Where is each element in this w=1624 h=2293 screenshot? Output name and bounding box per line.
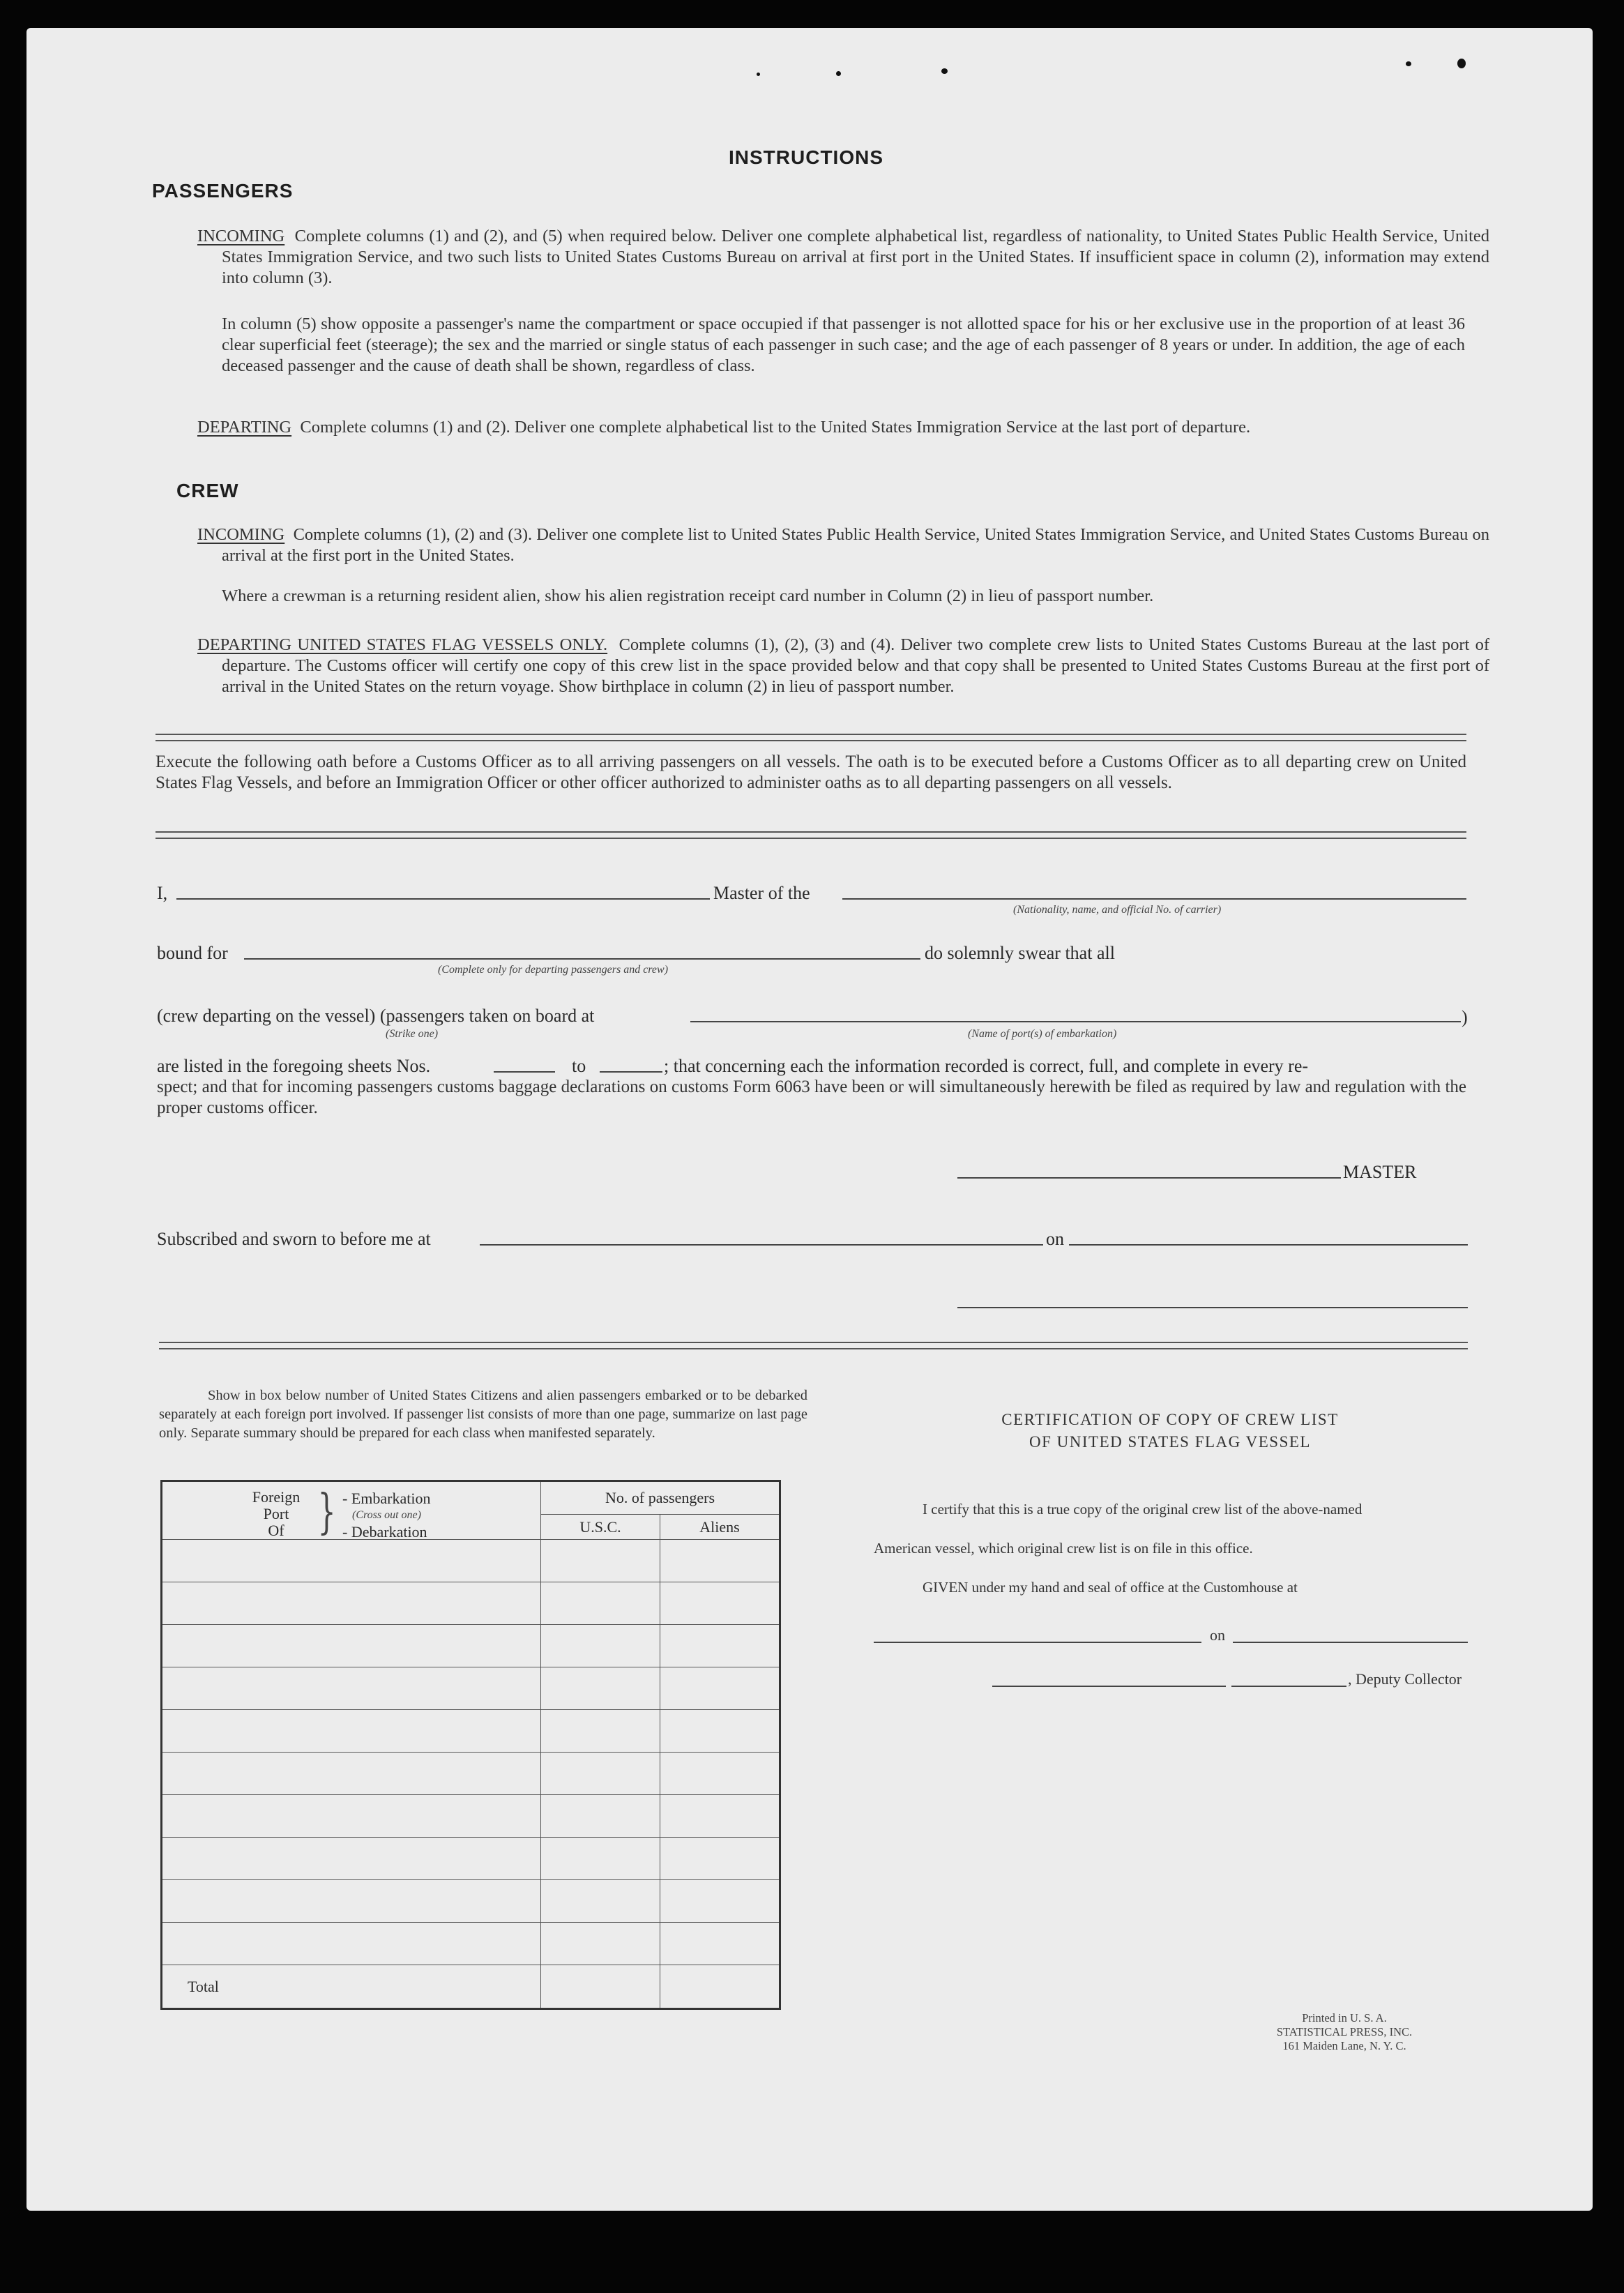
total-row [162, 1965, 780, 2009]
usc-cell[interactable] [541, 1795, 660, 1838]
aliens-cell[interactable] [660, 1880, 780, 1923]
port-cell[interactable] [162, 1753, 541, 1795]
cross-out-label: (Cross out one) [352, 1509, 421, 1521]
port-cell[interactable] [162, 1923, 541, 1965]
usc-total-cell[interactable] [541, 1965, 660, 2009]
port-cell[interactable] [162, 1880, 541, 1923]
strike-one-caption: (Strike one) [386, 1028, 439, 1040]
aliens-cell[interactable] [660, 1625, 780, 1667]
port-header-cell [162, 1481, 541, 1540]
usc-cell[interactable] [541, 1625, 660, 1667]
usc-cell[interactable] [541, 1923, 660, 1965]
passengers-departing-text: Complete columns (1) and (2). Deliver one complete alphabetical list to the United States Immigration Service at the last port of departure. [300, 418, 1251, 437]
printer-line3: 161 Maiden Lane, N. Y. C. [1282, 2039, 1406, 2052]
master-signature-field[interactable] [957, 1177, 1341, 1179]
form-page [26, 28, 1593, 2211]
certify-line2: American vessel, which original crew list is on file in this office. [874, 1540, 1253, 1557]
of-label: Of [268, 1522, 284, 1539]
table-row [162, 1582, 780, 1625]
deputy-collector-label: , Deputy Collector [1348, 1670, 1462, 1688]
master-name-field[interactable] [176, 898, 710, 900]
passengers-incoming-section [197, 226, 1489, 289]
speck [1457, 59, 1466, 68]
usc-cell[interactable] [541, 1582, 660, 1625]
bound-for-label: bound for [157, 943, 228, 963]
embark-options [342, 1490, 430, 1541]
nationality-caption: (Nationality, name, and official No. of carrier) [1013, 904, 1222, 916]
crew-departing-label: DEPARTING UNITED STATES FLAG VESSELS ONLY. [197, 635, 608, 654]
aliens-total-cell[interactable] [660, 1965, 780, 2009]
passengers-departing-section [197, 417, 1489, 438]
passengers-incoming-label: INCOMING [197, 227, 285, 245]
table-row [162, 1880, 780, 1923]
officer-signature-field[interactable] [957, 1307, 1468, 1308]
port-cell[interactable] [162, 1540, 541, 1582]
instructions-title: INSTRUCTIONS [729, 146, 883, 168]
crew-incoming-text: Complete columns (1), (2) and (3). Deliver one complete list to United States Public Health Service, United States Immigration Service, and United States Customs Bureau on arrival at the first port in the United States. [222, 525, 1489, 565]
certify-line1: I certify that this is a true copy of the original crew list of the above-named [923, 1501, 1363, 1518]
usc-cell[interactable] [541, 1838, 660, 1880]
port-cell[interactable] [162, 1582, 541, 1625]
table-row [162, 1753, 780, 1795]
speck [757, 73, 760, 76]
bound-for-field[interactable] [244, 958, 920, 960]
port-cell[interactable] [162, 1625, 541, 1667]
certification-title [874, 1409, 1466, 1453]
sworn-place-field[interactable] [480, 1244, 1043, 1246]
cert-title-line1: CERTIFICATION OF COPY OF CREW LIST [1001, 1411, 1339, 1428]
usc-cell[interactable] [541, 1753, 660, 1795]
speck [836, 71, 841, 76]
table-row [162, 1540, 780, 1582]
foreign-port-of [245, 1489, 308, 1539]
aliens-cell[interactable] [660, 1710, 780, 1753]
passengers-heading: PASSENGERS [152, 180, 294, 202]
port-caption: (Name of port(s) of embarkation) [968, 1028, 1117, 1040]
aliens-cell[interactable] [660, 1667, 780, 1710]
swear-text: do solemnly swear that all [925, 943, 1115, 963]
cert-on-label: on [1210, 1626, 1225, 1644]
divider [155, 734, 1466, 741]
crew-crewman-text: Where a crewman is a returning resident alien, show his alien registration receipt card number in Column (2) in lieu of passport number. [222, 587, 1154, 605]
debarkation-label: - Debarkation [342, 1523, 427, 1541]
listed-to-label: to [572, 1056, 586, 1076]
port-embarkation-field[interactable] [690, 1021, 1461, 1022]
sheet-from-field[interactable] [494, 1071, 555, 1073]
no-passengers-header: No. of passengers [541, 1481, 780, 1515]
table-row [162, 1795, 780, 1838]
crew-incoming-label: INCOMING [197, 525, 285, 544]
aliens-cell[interactable] [660, 1923, 780, 1965]
crew-departing-text: Complete columns (1), (2), (3) and (4). Deliver two complete crew lists to United States Customs Bureau at the last port of departure. The Customs officer will certify one copy of this crew list in the space provided below and that copy shall be presented to United States Customs Bureau at the first port of arrival in the United States on the return voyage. Show birthplace in column (2) in lieu of passport number. [222, 635, 1489, 696]
crew-incoming-section [197, 524, 1489, 566]
port-cell[interactable] [162, 1838, 541, 1880]
aliens-cell[interactable] [660, 1540, 780, 1582]
divider [155, 831, 1466, 839]
printer-line2: STATISTICAL PRESS, INC. [1276, 2025, 1413, 2038]
close-paren: ) [1462, 1007, 1468, 1027]
usc-header: U.S.C. [541, 1515, 660, 1540]
crew-departing-text: (crew departing on the vessel) (passengers taken on board at [157, 1006, 595, 1026]
crew-departing-section [197, 635, 1489, 697]
listed-text-a: are listed in the foregoing sheets Nos. [157, 1056, 431, 1076]
usc-cell[interactable] [541, 1540, 660, 1582]
printer-line1: Printed in U. S. A. [1302, 2011, 1387, 2025]
carrier-field[interactable] [842, 898, 1466, 900]
deputy-signature-field[interactable] [992, 1686, 1226, 1687]
total-label: Total [162, 1965, 541, 2009]
aliens-cell[interactable] [660, 1838, 780, 1880]
port-cell[interactable] [162, 1710, 541, 1753]
summary-instructions: Show in box below number of United States Citizens and alien passengers embarked or to be debarked separately at each foreign port involved. If passenger list consists of more than one page, summarize on last page only. Separate summary should be prepared for each class when manifested separately. [159, 1388, 807, 1441]
printer-imprint [1261, 2011, 1428, 2053]
sworn-on-label: on [1046, 1229, 1064, 1249]
divider [159, 1342, 1468, 1349]
crew-heading: CREW [176, 480, 239, 501]
cert-date-field[interactable] [1233, 1642, 1468, 1643]
table-row [162, 1838, 780, 1880]
master-of-label: Master of the [713, 883, 810, 903]
aliens-cell[interactable] [660, 1582, 780, 1625]
port-label: Port [263, 1505, 289, 1522]
oath-intro: Execute the following oath before a Customs Officer as to all arriving passengers on all vessels. The oath is to be executed before a Customs Officer as to all departing crew on United States Flag Vessels, and before an Immigration Officer or other officer authorized to administer oaths as to all departing passengers on all vessels. [155, 752, 1466, 792]
speck [941, 68, 948, 74]
master-label: MASTER [1343, 1162, 1417, 1182]
aliens-cell[interactable] [660, 1795, 780, 1838]
aliens-header: Aliens [660, 1515, 780, 1540]
customhouse-field[interactable] [874, 1642, 1201, 1643]
cert-title-line2: OF UNITED STATES FLAG VESSEL [1029, 1433, 1311, 1451]
sheet-to-field[interactable] [600, 1071, 662, 1073]
passenger-summary-table [160, 1480, 781, 2010]
passengers-incoming-text: Complete columns (1) and (2), and (5) when required below. Deliver one complete alphabetical list, regardless of nationality, to United States Public Health Service, United States Immigration Service, and two such lists to United States Customs Bureau on arrival at first port in the United States. If insufficient space in column (2), information may extend into column (3). [222, 227, 1489, 287]
brace-icon: } [317, 1485, 336, 1540]
oath-i-label: I, [157, 883, 168, 903]
usc-cell[interactable] [541, 1710, 660, 1753]
table-row [162, 1667, 780, 1710]
listed-text-b: ; that concerning each the information recorded is correct, full, and complete in every re- [664, 1056, 1309, 1076]
deputy-signature-field-2[interactable] [1231, 1686, 1346, 1687]
speck [1406, 61, 1411, 66]
subscribed-label: Subscribed and sworn to before me at [157, 1229, 431, 1249]
sworn-date-field[interactable] [1069, 1244, 1468, 1246]
listed-rest-text: spect; and that for incoming passengers customs baggage declarations on customs Form 6063 have been or will simultaneously herewith be filed as required by law and regulation with the proper customs officer. [157, 1077, 1466, 1117]
port-cell[interactable] [162, 1795, 541, 1838]
bound-caption: (Complete only for departing passengers and crew) [438, 964, 669, 976]
usc-cell[interactable] [541, 1667, 660, 1710]
passengers-departing-label: DEPARTING [197, 418, 292, 437]
table-row [162, 1923, 780, 1965]
usc-cell[interactable] [541, 1880, 660, 1923]
port-cell[interactable] [162, 1667, 541, 1710]
given-text: GIVEN under my hand and seal of office at the Customhouse at [923, 1579, 1298, 1596]
table-row [162, 1710, 780, 1753]
table-row [162, 1625, 780, 1667]
aliens-cell[interactable] [660, 1753, 780, 1795]
passengers-column5-text: In column (5) show opposite a passenger's name the compartment or space occupied if that passenger is not allotted space for his or her exclusive use in the proportion of at least 36 clear superficial feet (steerage); the sex and the married or single status of each passenger in such case; and the age of each passenger of 8 years or under. In addition, the age of each deceased passenger and the cause of death shall be shown, regardless of class. [222, 315, 1465, 375]
foreign-label: Foreign [252, 1488, 301, 1506]
embarkation-label: - Embarkation [342, 1490, 431, 1507]
